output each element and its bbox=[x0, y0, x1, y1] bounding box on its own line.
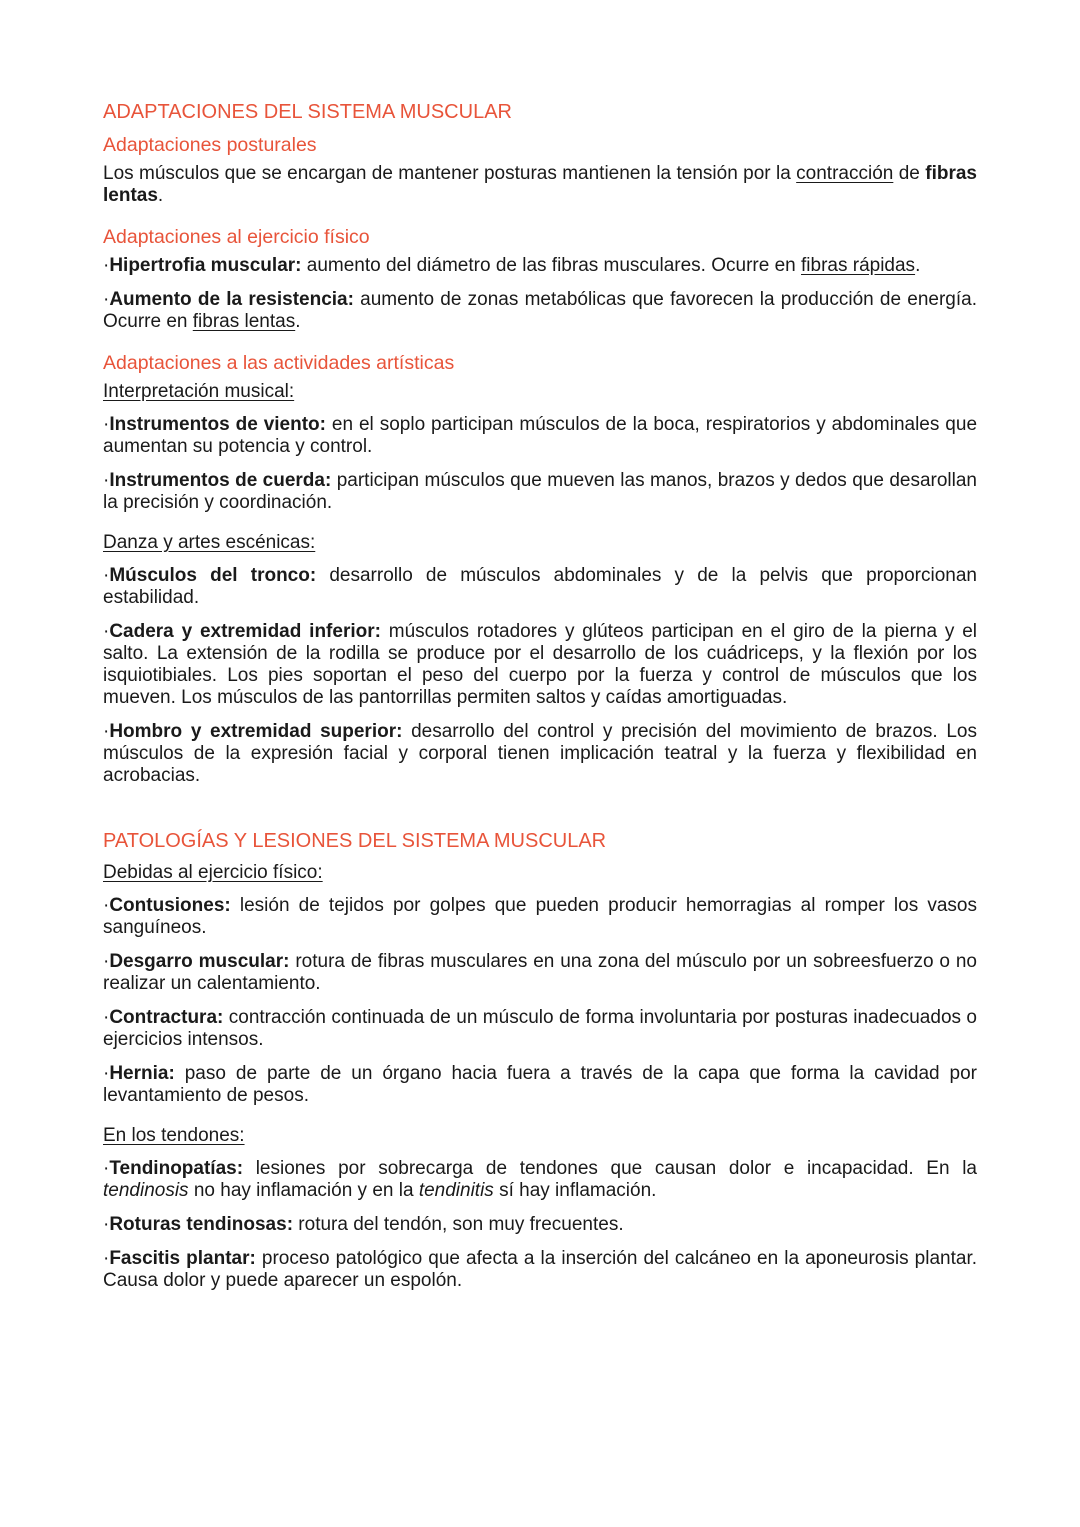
list-item-cuerda: ·Instrumentos de cuerda: participan músculos que mueven las manos, brazos y dedos que desarollan la precisión y coordinación. bbox=[103, 470, 977, 513]
list-item-tendinopatias: ·Tendinopatías: lesiones por sobrecarga de tendones que causan dolor e incapacidad. En la tendinosis no hay inflamación y en la tendinitis sí hay inflamación. bbox=[103, 1158, 977, 1201]
list-item-contusiones: ·Contusiones: lesión de tejidos por golpes que pueden producir hemorragias al romper los vasos sanguíneos. bbox=[103, 895, 977, 938]
subheading-danza: Danza y artes escénicas: bbox=[103, 532, 316, 553]
heading-actividades-artisticas: Adaptaciones a las actividades artísticas bbox=[103, 352, 455, 374]
list-item-cadera: ·Cadera y extremidad inferior: músculos rotadores y glúteos participan en el giro de la pierna y el salto. La extensión de la rodilla se produce por el desarrollo de los cuádriceps, y la flexión por los isquiotibiales. Los pies soportan el peso del cuerpo por la fuerza y control de músculos que los mueven. Los músculos de las pantorrillas permiten saltos y caídas amortiguadas. bbox=[103, 621, 977, 708]
italic-tendinosis: tendinosis bbox=[103, 1180, 189, 1201]
document-page bbox=[103, 100, 977, 1304]
list-item-hernia: ·Hernia: paso de parte de un órgano hacia fuera a través de la capa que forma la cavidad por levantamiento de pesos. bbox=[103, 1063, 977, 1106]
list-item-fascitis: ·Fascitis plantar: proceso patológico que afecta a la inserción del calcáneo en la aponeurosis plantar. Causa dolor y puede aparecer un espolón. bbox=[103, 1248, 977, 1291]
link-fibras-lentas: fibras lentas bbox=[192, 311, 296, 332]
subheading-interpretacion-musical: Interpretación musical: bbox=[103, 381, 295, 402]
section-title-adaptaciones: ADAPTACIONES DEL SISTEMA MUSCULAR bbox=[103, 101, 512, 123]
list-item-hipertrofia: ·Hipertrofia muscular: aumento del diámetro de las fibras musculares. Ocurre en fibras rápidas. bbox=[103, 255, 921, 276]
list-item-contractura: ·Contractura: contracción continuada de un músculo de forma involuntaria por posturas inadecuados o ejercicios intensos. bbox=[103, 1007, 977, 1050]
link-contraccion: contracción bbox=[796, 163, 894, 184]
list-item-desgarro: ·Desgarro muscular: rotura de fibras musculares en una zona del músculo por un sobreesfuerzo o no realizar un calentamiento. bbox=[103, 951, 977, 994]
section-title-patologias: PATOLOGÍAS Y LESIONES DEL SISTEMA MUSCULAR bbox=[103, 830, 607, 852]
heading-adaptaciones-ejercicio: Adaptaciones al ejercicio físico bbox=[103, 226, 370, 248]
subheading-debidas-ejercicio: Debidas al ejercicio físico: bbox=[103, 862, 323, 883]
list-item-resistencia: ·Aumento de la resistencia: aumento de zonas metabólicas que favorecen la producción de energía. Ocurre en fibras lentas. bbox=[103, 289, 977, 332]
list-item-roturas: ·Roturas tendinosas: rotura del tendón, son muy frecuentes. bbox=[103, 1214, 624, 1235]
heading-adaptaciones-posturales: Adaptaciones posturales bbox=[103, 134, 317, 156]
list-item-hombro: ·Hombro y extremidad superior: desarrollo del control y precisión del movimiento de brazos. Los músculos de la expresión facial y corporal tienen implicación teatral y la fuerza y flexibilidad en acrobacias. bbox=[103, 721, 977, 786]
italic-tendinitis: tendinitis bbox=[418, 1180, 494, 1201]
link-fibras-rapidas: fibras rápidas bbox=[801, 255, 916, 276]
list-item-tronco: ·Músculos del tronco: desarrollo de músculos abdominales y de la pelvis que proporcionan estabilidad. bbox=[103, 565, 977, 608]
paragraph-posturales: Los músculos que se encargan de mantener posturas mantienen la tensión por la contracción de fibras lentas. bbox=[103, 163, 977, 206]
list-item-viento: ·Instrumentos de viento: en el soplo participan músculos de la boca, respiratorios y abdominales que aumentan su potencia y control. bbox=[103, 414, 978, 457]
subheading-tendones: En los tendones: bbox=[103, 1125, 245, 1146]
bold-fibras-lentas: fibras lentas bbox=[103, 163, 977, 206]
